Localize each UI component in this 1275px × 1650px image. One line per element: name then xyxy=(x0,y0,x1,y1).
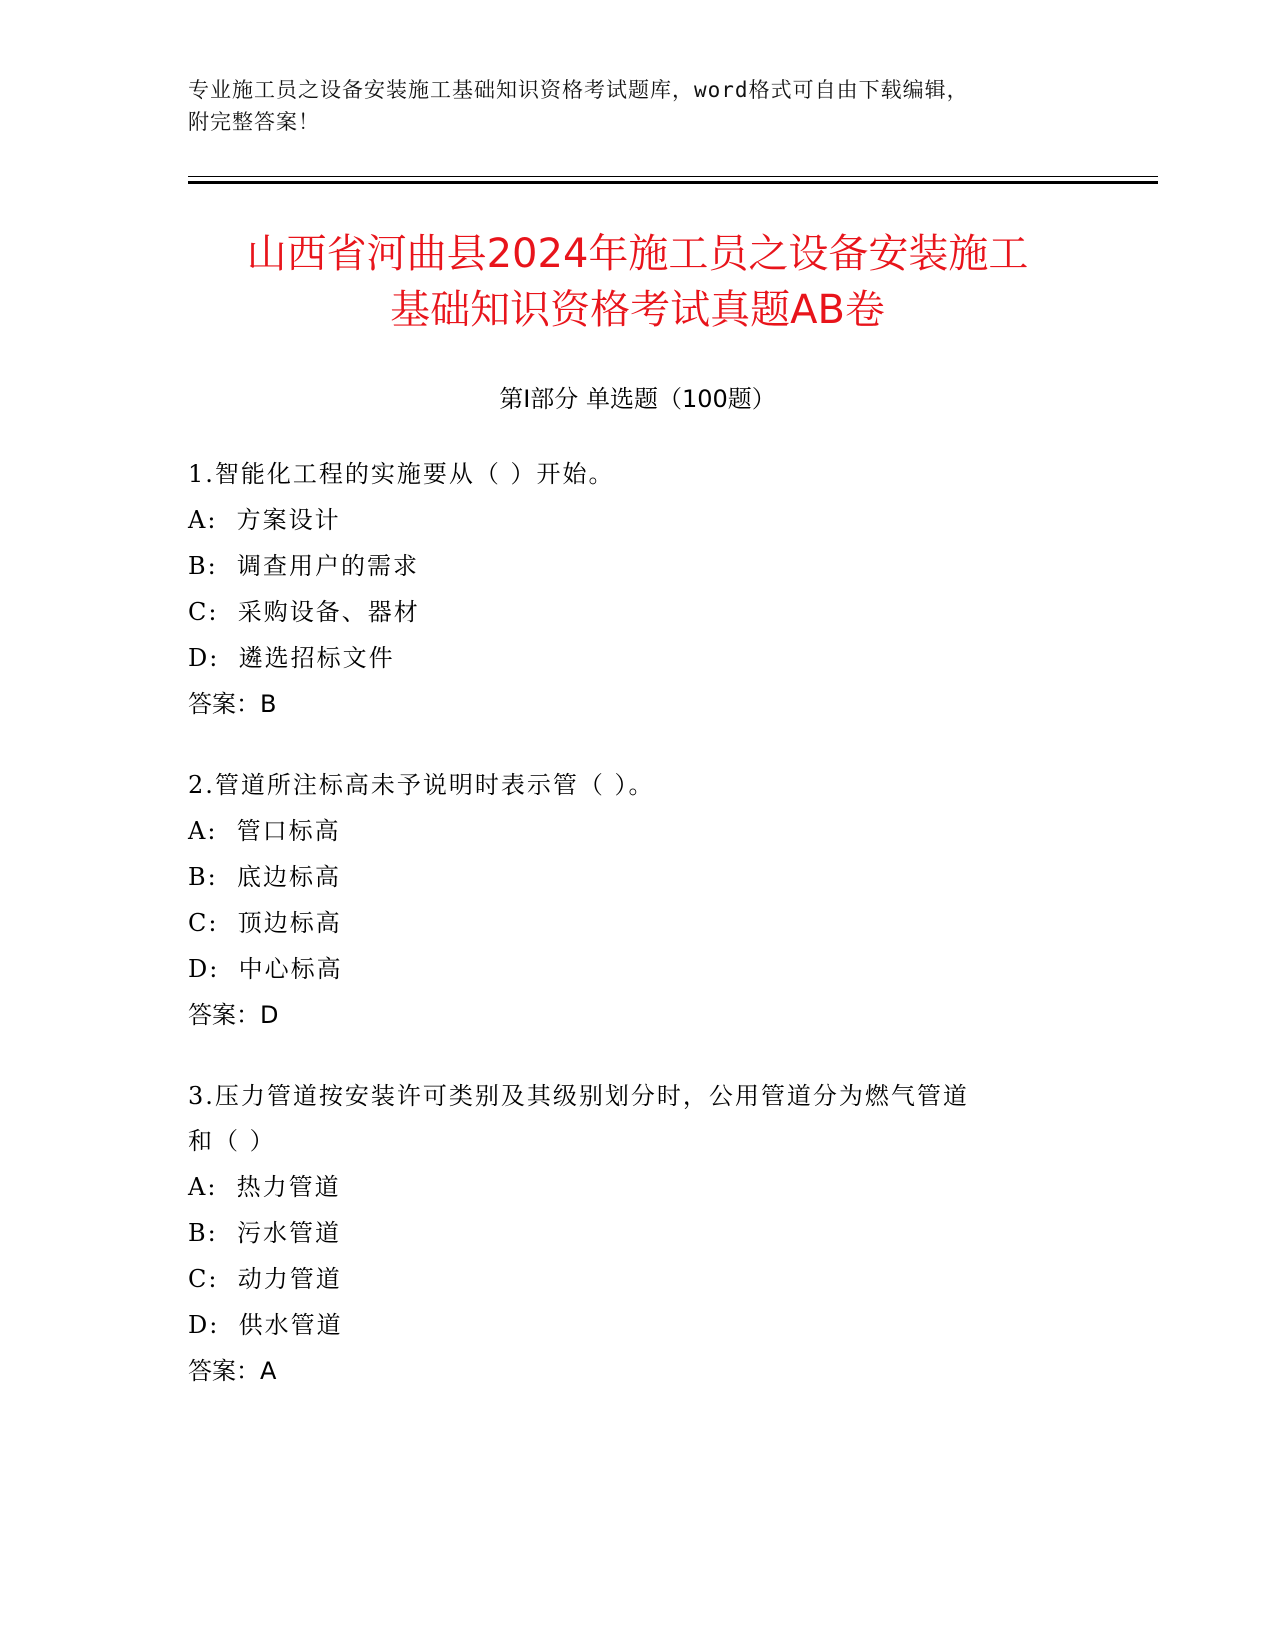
question-stem-line-2: 和（ ） xyxy=(188,1127,276,1155)
header-note-line-2: 附完整答案！ xyxy=(188,110,320,134)
option-c: C: 动力管道 xyxy=(188,1265,342,1293)
option-a: A: 热力管道 xyxy=(188,1173,341,1201)
document-title-line-1: 山西省河曲县2024年施工员之设备安装施工 xyxy=(246,231,1029,277)
header-note xyxy=(188,74,1068,138)
option-d: D: 遴选招标文件 xyxy=(188,644,395,672)
question-block xyxy=(188,1074,1068,1394)
answer-line: 答案：D xyxy=(188,1001,279,1029)
option-a: A: 方案设计 xyxy=(188,506,341,534)
answer-line: 答案：A xyxy=(188,1357,277,1385)
question-stem-line-1: 3.压力管道按安装许可类别及其级别划分时，公用管道分为燃气管道 xyxy=(188,1082,969,1110)
question-block xyxy=(188,452,1068,727)
header-divider-thick xyxy=(188,181,1158,184)
document-title-line-2: 基础知识资格考试真题AB卷 xyxy=(390,287,885,333)
header-note-line-1: 专业施工员之设备安装施工基础知识资格考试题库，word格式可自由下载编辑， xyxy=(188,78,969,102)
header-divider-thin xyxy=(188,176,1158,177)
option-a: A: 管口标高 xyxy=(188,817,341,845)
question-block xyxy=(188,763,1068,1038)
option-d: D: 供水管道 xyxy=(188,1311,343,1339)
option-b: B: 调查用户的需求 xyxy=(188,552,419,580)
option-c: C: 采购设备、器材 xyxy=(188,598,420,626)
option-c: C: 顶边标高 xyxy=(188,909,342,937)
option-b: B: 污水管道 xyxy=(188,1219,341,1247)
answer-line: 答案：B xyxy=(188,690,277,718)
question-stem: 1.智能化工程的实施要从（ ）开始。 xyxy=(188,460,615,488)
question-stem: 2.管道所注标高未予说明时表示管（ ）。 xyxy=(188,771,655,799)
option-d: D: 中心标高 xyxy=(188,955,343,983)
document-title xyxy=(150,226,1125,338)
option-b: B: 底边标高 xyxy=(188,863,341,891)
section-title: 第Ⅰ部分 单选题（100题） xyxy=(499,385,776,413)
